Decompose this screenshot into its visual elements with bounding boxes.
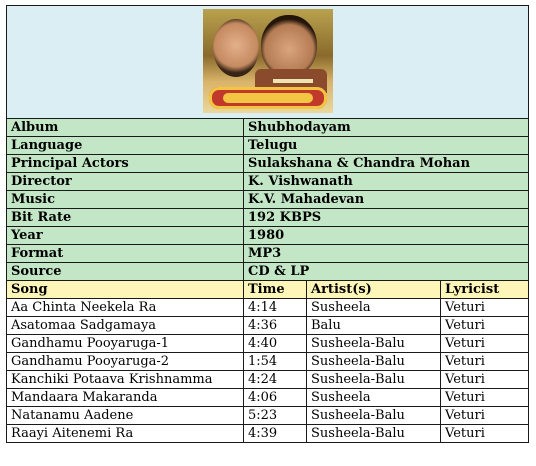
song-time: 4:14 (244, 299, 307, 317)
actor-portrait (261, 15, 317, 77)
song-title: Natanamu Aadene (7, 407, 244, 425)
song-row (7, 371, 529, 389)
song-title: Gandhamu Pooyaruga-1 (7, 335, 244, 353)
column-header-lyricist: Lyricist (441, 281, 529, 299)
album-cover-image (203, 9, 333, 113)
song-row (7, 407, 529, 425)
info-row-album (7, 119, 529, 137)
info-row-actors (7, 155, 529, 173)
song-row (7, 335, 529, 353)
song-title: Aa Chinta Neekela Ra (7, 299, 244, 317)
song-time: 1:54 (244, 353, 307, 371)
info-label: Source (7, 263, 244, 281)
info-value: CD & LP (244, 263, 529, 281)
song-row (7, 299, 529, 317)
info-label: Director (7, 173, 244, 191)
info-row-language (7, 137, 529, 155)
song-artists: Susheela-Balu (307, 371, 441, 389)
info-label: Album (7, 119, 244, 137)
song-title: Mandaara Makaranda (7, 389, 244, 407)
song-lyricist: Veturi (441, 353, 529, 371)
info-value: K. Vishwanath (244, 173, 529, 191)
song-time: 4:36 (244, 317, 307, 335)
song-time: 4:06 (244, 389, 307, 407)
song-title: Kanchiki Potaava Krishnamma (7, 371, 244, 389)
info-label: Bit Rate (7, 209, 244, 227)
info-value: Sulakshana & Chandra Mohan (244, 155, 529, 173)
info-value: 1980 (244, 227, 529, 245)
song-row (7, 425, 529, 443)
song-lyricist: Veturi (441, 425, 529, 443)
song-time: 5:23 (244, 407, 307, 425)
song-table-header (7, 281, 529, 299)
song-artists: Susheela (307, 299, 441, 317)
actress-portrait (213, 19, 259, 77)
info-row-year (7, 227, 529, 245)
song-time: 4:40 (244, 335, 307, 353)
song-artists: Susheela-Balu (307, 407, 441, 425)
song-artists: Susheela-Balu (307, 335, 441, 353)
column-header-song: Song (7, 281, 244, 299)
song-title: Asatomaa Sadgamaya (7, 317, 244, 335)
song-lyricist: Veturi (441, 389, 529, 407)
info-row-bitrate (7, 209, 529, 227)
info-row-format (7, 245, 529, 263)
info-value: Telugu (244, 137, 529, 155)
song-artists: Susheela-Balu (307, 425, 441, 443)
song-artists: Susheela (307, 389, 441, 407)
cover-credit-strip (273, 79, 313, 83)
song-lyricist: Veturi (441, 407, 529, 425)
info-value: MP3 (244, 245, 529, 263)
column-header-time: Time (244, 281, 307, 299)
info-row-director (7, 173, 529, 191)
info-label: Principal Actors (7, 155, 244, 173)
info-value: Shubhodayam (244, 119, 529, 137)
song-time: 4:24 (244, 371, 307, 389)
info-row-source (7, 263, 529, 281)
song-lyricist: Veturi (441, 299, 529, 317)
song-title: Raayi Aitenemi Ra (7, 425, 244, 443)
song-title: Gandhamu Pooyaruga-2 (7, 353, 244, 371)
cover-cell (7, 6, 529, 119)
song-row (7, 389, 529, 407)
song-artists: Balu (307, 317, 441, 335)
info-label: Format (7, 245, 244, 263)
song-row (7, 353, 529, 371)
song-row (7, 317, 529, 335)
info-row-music (7, 191, 529, 209)
song-lyricist: Veturi (441, 335, 529, 353)
album-info-frame (6, 5, 528, 460)
album-table (6, 5, 529, 443)
song-lyricist: Veturi (441, 371, 529, 389)
info-value: K.V. Mahadevan (244, 191, 529, 209)
info-label: Language (7, 137, 244, 155)
column-header-artists: Artist(s) (307, 281, 441, 299)
info-label: Year (7, 227, 244, 245)
song-artists: Susheela-Balu (307, 353, 441, 371)
info-value: 192 KBPS (244, 209, 529, 227)
song-time: 4:39 (244, 425, 307, 443)
title-logo (209, 87, 327, 109)
song-lyricist: Veturi (441, 317, 529, 335)
info-label: Music (7, 191, 244, 209)
